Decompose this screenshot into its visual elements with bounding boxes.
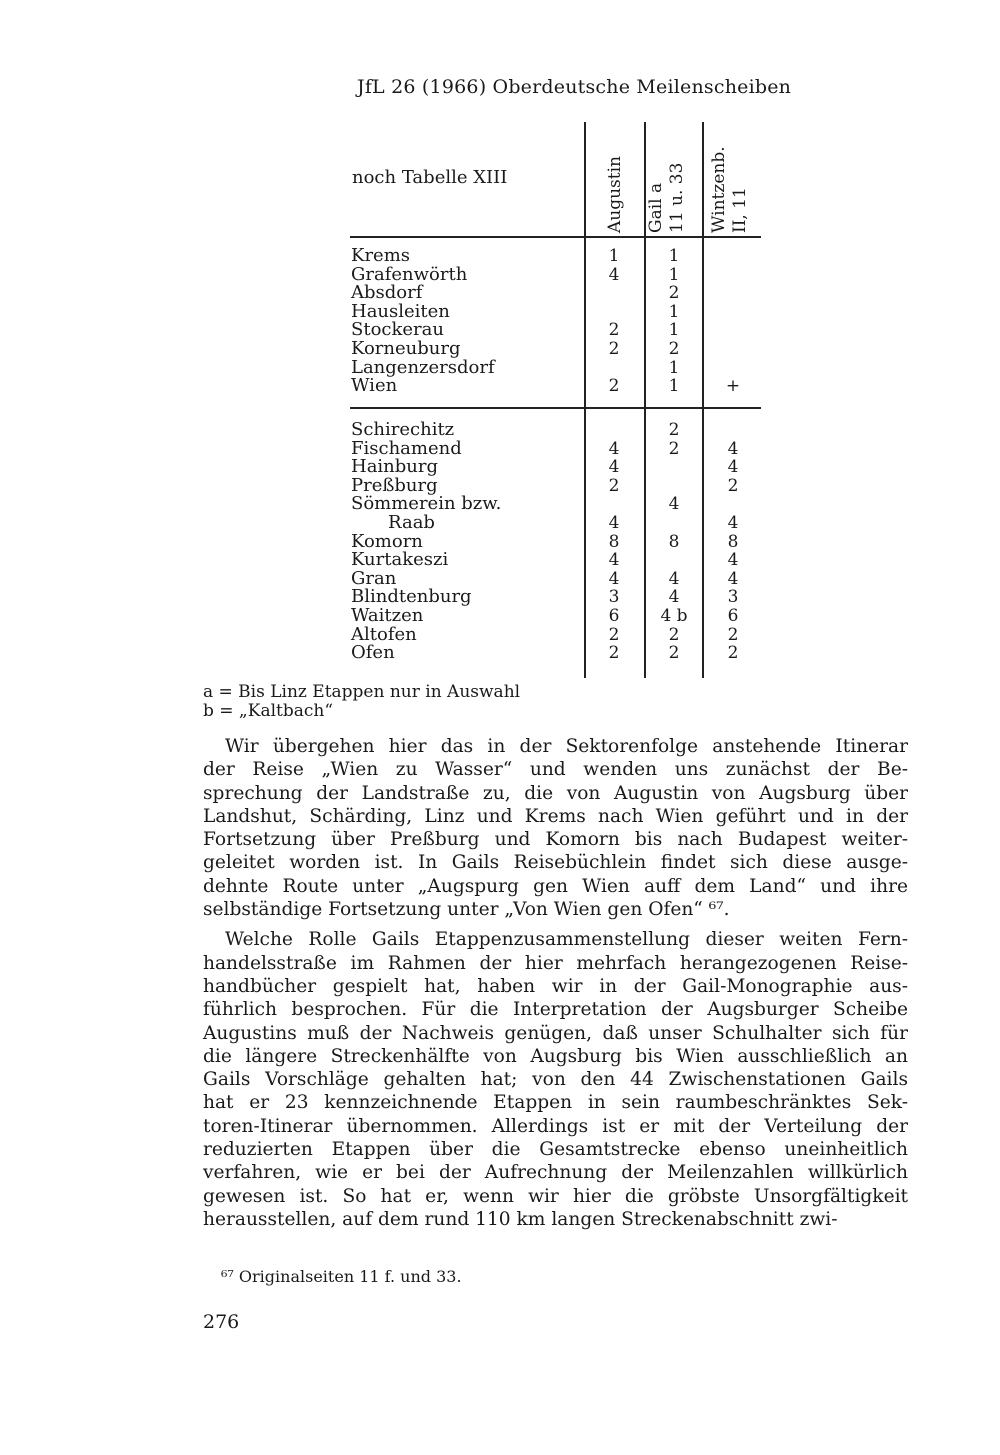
table-cell-g: 2: [668, 339, 680, 359]
table-cell-w: 2: [727, 475, 739, 496]
body-text: [203, 735, 908, 1238]
text-line: gewesen ist. So hat er, wenn wir hier die gröbste Unsorgfältigkeit: [203, 1185, 908, 1207]
running-head: JfL 26 (1966) Oberdeutsche Meilenscheiben: [357, 76, 792, 98]
text-line: Gails Vorschläge gehalten hat; von den 44 Zwischenstationen Gails: [203, 1069, 908, 1091]
table-row-place: Komorn: [351, 530, 423, 552]
table-cell-a: 1: [608, 246, 620, 266]
text-line: handelsstraße im Rahmen der hier mehrfach herangezogenen Reise-: [203, 952, 908, 974]
table-cell-a: 3: [608, 587, 620, 608]
table-cell-w: 4: [727, 457, 739, 478]
text-line: geleitet worden ist. In Gails Reisebüchlein findet sich diese ausge-: [203, 852, 908, 874]
column-header-wintzenb: Wintzenb. II, 11: [709, 146, 750, 233]
table-row-place: Hausleiten: [351, 300, 450, 322]
group-rule: [350, 407, 761, 409]
table-row-place: Fischamend: [351, 437, 462, 459]
table-cell-w: 6: [727, 606, 739, 626]
table-cell-g: 1: [668, 301, 680, 322]
body-paragraph: [203, 735, 908, 921]
table-cell-g: 1: [668, 376, 680, 397]
table-cell-g: 2: [668, 438, 680, 459]
table-cell-g: 4: [668, 494, 680, 515]
table-cell-g: 4 b: [660, 606, 688, 626]
table-row-place: Korneuburg: [351, 338, 461, 359]
table-cell-g: 1: [668, 357, 680, 378]
table-row-place: Schirechitz: [351, 419, 455, 440]
table-note-b: b = „Kaltbach“: [203, 701, 334, 721]
text-line: reduzierten Etappen über die Gesamtstrecke ebenso uneinheitlich: [203, 1139, 908, 1161]
text-line: führlich besprochen. Für die Interpretation der Augsburger Scheibe: [203, 999, 908, 1021]
table-row-place: Stockerau: [351, 319, 444, 341]
table-row-place: Hainburg: [351, 456, 439, 478]
table-cell-g: 4: [668, 568, 680, 589]
text-line: handbücher gespielt hat, haben wir in der Gail-Monographie aus-: [203, 975, 908, 997]
table-row-place: Kurtakeszi: [351, 549, 449, 571]
column-rule-3: [702, 122, 704, 678]
text-line: hat er 23 kennzeichnende Etappen in sein raumbeschränktes Sek-: [203, 1092, 908, 1114]
text-line: Wir übergehen hier das in der Sektorenfolge anstehende Itinerar: [225, 736, 908, 757]
table-cell-a: 4: [608, 264, 620, 285]
table-row-place: Gran: [351, 567, 397, 589]
text-line: Landshut, Schärding, Linz und Krems nach Wien geführt und in der: [203, 805, 908, 827]
page-number: 276: [203, 1311, 240, 1333]
table-cell-w: 4: [727, 550, 739, 571]
table-cell-a: 2: [608, 643, 620, 664]
table-cell-g: 1: [668, 246, 680, 266]
table-row-place: Absdorf: [351, 282, 423, 304]
table-cell-g: 2: [668, 643, 680, 664]
table-cell-a: 2: [608, 475, 620, 496]
column-header-augustin: Augustin: [604, 156, 625, 233]
table-cell-a: 2: [608, 624, 620, 645]
table-row-place: Langenzersdorf: [351, 356, 495, 378]
table-cell-w: 4: [727, 568, 739, 589]
table-note-a: a = Bis Linz Etappen nur in Auswahl: [203, 682, 521, 702]
text-line: verfahren, wie er bei der Aufrechnung der Meilenzahlen willkürlich: [203, 1162, 908, 1184]
text-line: sprechung der Landstraße zu, die von Augustin von Augsburg über: [203, 782, 908, 804]
table-cell-w: 2: [727, 624, 739, 645]
table-row-place: Krems: [351, 245, 411, 266]
column-rule-1: [584, 122, 586, 678]
table-cell-a: 4: [608, 550, 620, 571]
text-line: der Reise „Wien zu Wasser“ und wenden uns zunächst der Be-: [203, 759, 908, 781]
table-row-place: Wien: [351, 375, 398, 397]
table-cell-g: 2: [668, 420, 680, 440]
text-line: dehnte Route unter „Augspurg gen Wien auff dem Land“ und ihre: [203, 875, 908, 897]
table-cell-g: 4: [668, 587, 680, 608]
body-paragraph: [203, 928, 908, 1231]
column-header-gail: Gail a 11 u. 33: [646, 162, 687, 233]
text-line: Augustins muß der Nachweis genügen, daß unser Schulhalter sich für: [203, 1022, 908, 1044]
table-cell-w: +: [725, 376, 741, 397]
table-cell-g: 1: [668, 320, 680, 341]
table-row-place: Blindtenburg: [351, 586, 472, 608]
table-cell-g: 2: [668, 283, 680, 304]
column-rule-2: [644, 122, 646, 678]
table-caption: noch Tabelle XIII: [352, 167, 508, 188]
table-cell-a: 4: [608, 438, 620, 459]
table-cell-a: 4: [608, 568, 620, 589]
table-cell-w: 8: [727, 531, 739, 552]
table-row-place: Ofen: [351, 642, 395, 664]
text-line: selbständige Fortsetzung unter „Von Wien gen Ofen“ ⁶⁷.: [203, 899, 730, 921]
table-cell-g: 1: [668, 264, 680, 285]
table-cell-a: 2: [608, 320, 620, 341]
table-cell-w: 4: [727, 438, 739, 459]
table-row-place: Altofen: [351, 623, 417, 645]
table-cell-w: 3: [727, 587, 739, 608]
text-line: toren-Itinerar übernommen. Allerdings ist er mit der Verteilung der: [203, 1115, 908, 1137]
table-cell-w: 2: [727, 643, 739, 664]
text-line: die längere Streckenhälfte von Augsburg bis Wien ausschließlich an: [203, 1045, 908, 1067]
table-row-place: Waitzen: [351, 605, 424, 626]
table-cell-a: 4: [608, 457, 620, 478]
table-row-place: Grafenwörth: [351, 263, 468, 285]
table-cell-g: 8: [668, 531, 680, 552]
table-row-place: Sömmerein bzw.: [351, 493, 502, 515]
text-line: herausstellen, auf dem rund 110 km langen Streckenabschnitt zwi-: [203, 1208, 838, 1230]
table-cell-a: 8: [608, 531, 620, 552]
text-line: Welche Rolle Gails Etappenzusammenstellung dieser weiten Fern-: [225, 929, 908, 951]
table-cell-g: 2: [668, 624, 680, 645]
table-cell-a: 4: [608, 513, 620, 533]
table-cell-w: 4: [727, 513, 739, 533]
table-cell-a: 2: [608, 339, 620, 359]
table-row-place: Preßburg: [351, 474, 438, 496]
header-rule: [350, 236, 761, 238]
table-cell-a: 2: [608, 376, 620, 397]
table-cell-a: 6: [608, 606, 620, 626]
text-line: Fortsetzung über Preßburg und Komorn bis nach Budapest weiter-: [203, 829, 908, 851]
table-row-place: Raab: [388, 512, 435, 533]
footnote: ⁶⁷ Originalseiten 11 f. und 33.: [221, 1267, 462, 1286]
